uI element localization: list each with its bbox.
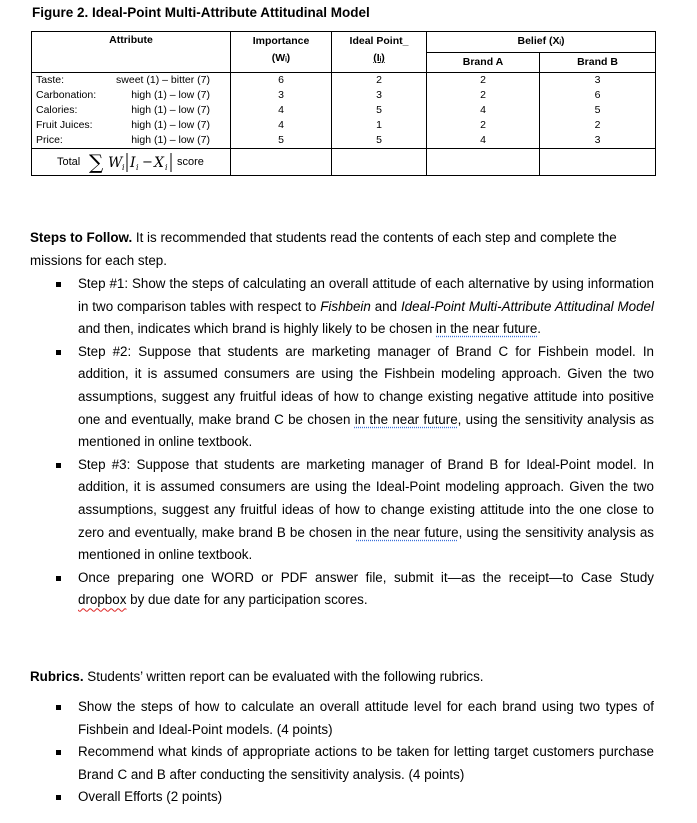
- svg-text:i: i: [122, 163, 125, 172]
- table-row: [32, 103, 656, 118]
- rubrics-list: [54, 696, 654, 809]
- ideal-value: 5: [332, 133, 427, 149]
- brand-b-value: 3: [540, 133, 656, 149]
- bullet-icon: [56, 350, 61, 355]
- step1-and: and: [370, 298, 401, 314]
- rubrics-intro: [30, 666, 655, 689]
- attribute-name: Calories:: [36, 104, 78, 116]
- header-brand-a: Brand A: [427, 52, 540, 73]
- step-item: [54, 567, 654, 612]
- step1-near-future: in the near future: [436, 321, 538, 337]
- brand-a-value: 2: [427, 88, 540, 103]
- bullet-icon: [56, 282, 61, 287]
- step-item: [54, 454, 654, 567]
- svg-text:∑: ∑: [89, 151, 104, 173]
- brand-a-value: 2: [427, 118, 540, 133]
- table-row: [32, 73, 656, 89]
- table-row: [32, 118, 656, 133]
- importance-value: 3: [231, 88, 332, 103]
- brand-a-value: 4: [427, 103, 540, 118]
- attribute-name: Taste:: [36, 74, 65, 86]
- header-importance: [231, 32, 332, 73]
- header-attribute-label: Attribute: [109, 34, 153, 46]
- step2-text-b: , using the sensitivity analysis as mentioned in online textbook.: [78, 411, 654, 450]
- rubrics-heading: Rubrics.: [30, 669, 84, 684]
- attribute-cell: [32, 73, 231, 89]
- attribute-cell: [32, 103, 231, 118]
- brand-a-value: 4: [427, 133, 540, 149]
- rubric-text: Show the steps of how to calculate an overall attitude level for each brand using two types of Fishbein and Ideal-Point models. (4 points): [78, 699, 654, 737]
- attribute-name: Fruit Juices:: [36, 119, 93, 131]
- step4-text-b: by due date for any participation scores.: [126, 592, 368, 608]
- bullet-icon: [56, 750, 61, 755]
- brand-b-value: 6: [540, 88, 656, 103]
- attribute-cell: [32, 88, 231, 103]
- header-ideal-point: [332, 32, 427, 73]
- step1-fishbein: Fishbein: [320, 298, 371, 314]
- total-label: Total: [57, 156, 81, 168]
- step3-text: Step #3: Suppose that students are marketing manager of Brand B for Ideal-Point model. In addition, it is assumed consumers are using the Ideal-Point modeling approach. Given the two assumptions, suggest any fruitful ideas of how to change existing attitude into the one close to zero and eventually, make brand B be chosen: [78, 456, 654, 540]
- bullet-icon: [56, 795, 61, 800]
- table-row: [32, 133, 656, 149]
- steps-list: [54, 273, 654, 612]
- bullet-icon: [56, 463, 61, 468]
- step1-ideal-model: Ideal-Point Multi-Attribute Attitudinal Model: [400, 298, 654, 314]
- header-brand-b: Brand B: [540, 52, 656, 73]
- attribute-scale: high (1) – low (7): [131, 104, 210, 116]
- brand-a-value: 2: [427, 73, 540, 89]
- ideal-value: 3: [332, 88, 427, 103]
- svg-text:−: −: [142, 155, 153, 170]
- header-ideal-sub: (Iᵢ): [373, 52, 385, 64]
- step-item: [54, 273, 654, 341]
- step2-text: Step #2: Suppose that students are marketing manager of Brand C for Fishbein model. In addition, it is assumed consumers are using the Fishbein modeling approach. Given the two assumptions, suggest any fruitful ideas of how to change existing negative attitude into positive one and eventually, make brand C be chosen: [78, 343, 654, 427]
- rubric-item: [54, 696, 654, 741]
- total-cell: [32, 149, 231, 176]
- header-importance-sub: (Wᵢ): [271, 52, 291, 64]
- importance-value: 5: [231, 133, 332, 149]
- table-row: [32, 88, 656, 103]
- step1-text-b: and then, indicates which brand is highly likely to be chosen: [78, 321, 437, 337]
- step1-text: Step #1: Show the steps of calculating an overall attitude of each alternative by using information in two comparison tables with respect to: [78, 276, 654, 314]
- importance-value: 4: [231, 118, 332, 133]
- total-brand-a: [427, 149, 540, 176]
- attribute-scale: high (1) – low (7): [131, 134, 210, 146]
- step4-dropbox: dropbox: [78, 592, 127, 608]
- rubric-text: Overall Efforts (2 points): [78, 789, 223, 805]
- total-importance: [231, 149, 332, 176]
- attribute-scale: high (1) – low (7): [131, 119, 210, 131]
- steps-intro-text: It is recommended that students read the contents of each step and complete the missions for each step.: [30, 230, 617, 268]
- importance-value: 4: [231, 103, 332, 118]
- bullet-icon: [56, 576, 61, 581]
- header-importance-label: Importance: [252, 35, 310, 47]
- sum-formula-icon: [89, 151, 177, 173]
- bullet-icon: [56, 705, 61, 710]
- header-belief: Belief (Xᵢ): [427, 32, 656, 53]
- step-item: [54, 341, 654, 454]
- svg-text:I: I: [130, 155, 136, 171]
- svg-text:X: X: [154, 155, 164, 171]
- total-brand-b: [540, 149, 656, 176]
- step3-near-future: in the near future: [356, 524, 459, 540]
- attribute-table: [31, 31, 656, 176]
- svg-text:i: i: [165, 163, 168, 172]
- rubric-item: [54, 786, 654, 809]
- rubric-item: [54, 741, 654, 786]
- step1-period: .: [537, 321, 542, 337]
- header-attribute: [32, 32, 231, 73]
- svg-text:i: i: [136, 163, 139, 172]
- attribute-scale: sweet (1) – bitter (7): [116, 74, 210, 86]
- brand-b-value: 2: [540, 118, 656, 133]
- attribute-cell: [32, 118, 231, 133]
- total-score-label: score: [177, 156, 204, 168]
- svg-text:W: W: [108, 155, 123, 171]
- ideal-value: 1: [332, 118, 427, 133]
- step2-near-future: in the near future: [354, 411, 458, 427]
- steps-heading: Steps to Follow.: [30, 230, 133, 245]
- rubric-text: Recommend what kinds of appropriate actions to be taken for letting target customers purchase Brand C and B after conducting the sensitivity analysis. (4 points): [78, 744, 654, 782]
- ideal-value: 5: [332, 103, 427, 118]
- attribute-name: Carbonation:: [36, 89, 97, 101]
- brand-b-value: 5: [540, 103, 656, 118]
- step3-text-b: , using the sensitivity analysis as mentioned in online textbook.: [78, 524, 654, 563]
- ideal-value: 2: [332, 73, 427, 89]
- rubrics-intro-text: Students’ written report can be evaluated with the following rubrics.: [83, 669, 484, 684]
- brand-b-value: 3: [540, 73, 656, 89]
- total-row: [32, 149, 656, 176]
- total-ideal: [332, 149, 427, 176]
- header-ideal-label: Ideal Point_: [349, 35, 409, 47]
- importance-value: 6: [231, 73, 332, 89]
- steps-intro: [30, 227, 655, 272]
- attribute-cell: [32, 133, 231, 149]
- attribute-scale: high (1) – low (7): [131, 89, 210, 101]
- step4-text: Once preparing one WORD or PDF answer file, submit it—as the receipt—to Case Study: [78, 569, 654, 585]
- figure-title: Figure 2. Ideal-Point Multi-Attribute Attitudinal Model: [32, 5, 370, 20]
- attribute-name: Price:: [36, 134, 63, 146]
